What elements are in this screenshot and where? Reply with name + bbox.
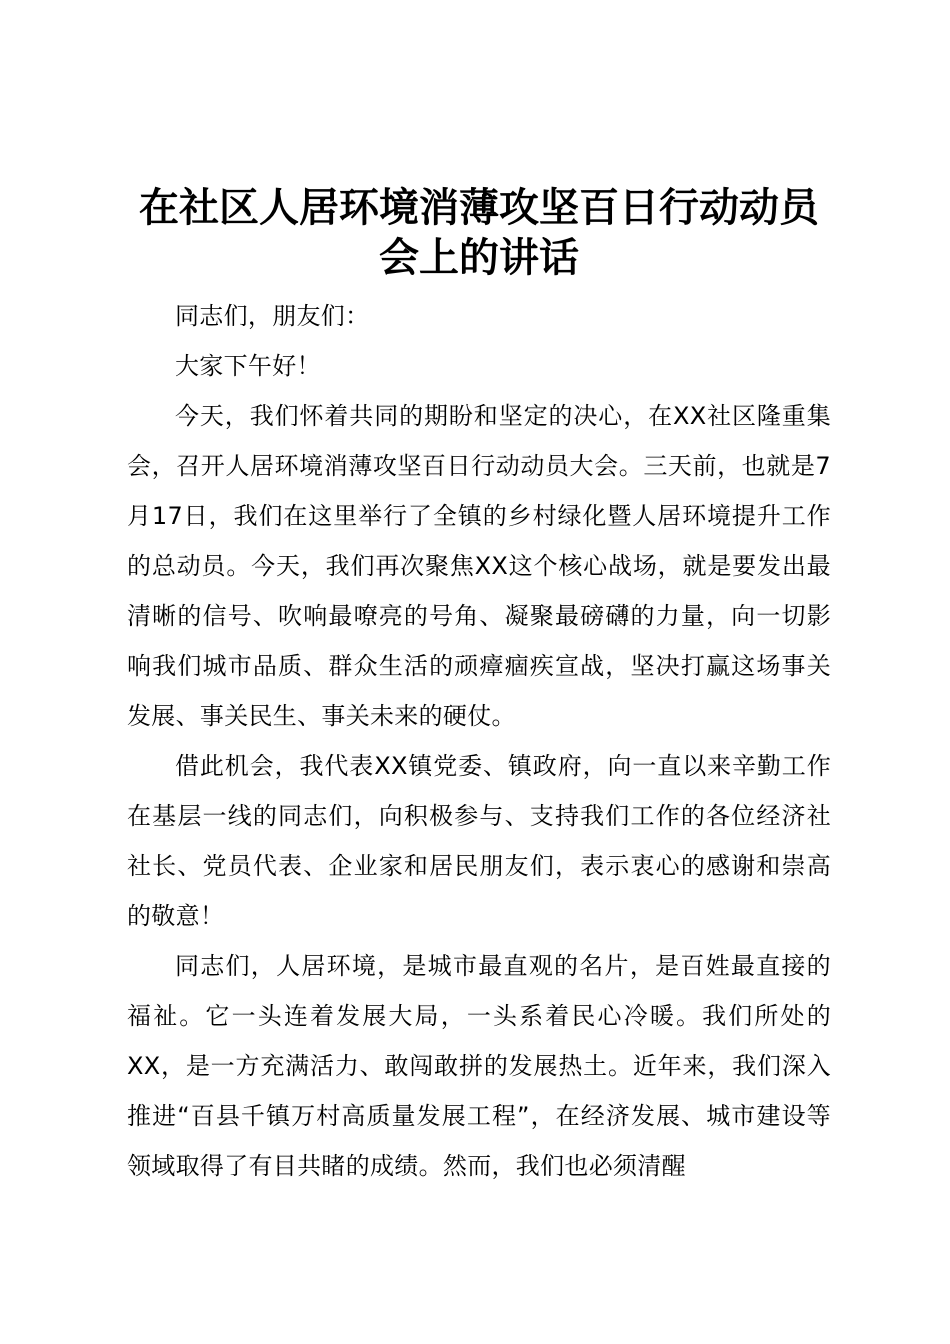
paragraph: 借此机会，我代表XX镇党委、镇政府，向一直以来辛勤工作在基层一线的同志们，向积极参与、支持我们工作的各位经济社社长、党员代表、企业家和居民朋友们，表示衷心的感谢和崇高的敬意！ <box>127 752 831 930</box>
paragraph-salutation: 同志们，朋友们： <box>175 302 370 330</box>
document-page <box>127 183 831 1191</box>
paragraph: 今天，我们怀着共同的期盼和坚定的决心，在XX社区隆重集会，召开人居环境消薄攻坚百日行动动员大会。三天前，也就是7月17日，我们在这里举行了全镇的乡村绿化暨人居环境提升工作的总动员。今天，我们再次聚焦XX这个核心战场，就是要发出最清晰的信号、吹响最嘹亮的号角、凝聚最磅礴的力量，向一切影响我们城市品质、群众生活的顽瘴痼疾宣战，坚决打赢这场事关发展、事关民生、事关未来的硬仗。 <box>127 402 831 730</box>
title-line-2: 会上的讲话 <box>379 235 579 281</box>
title-line-1: 在社区人居环境消薄攻坚百日行动动员 <box>139 185 819 231</box>
paragraph-greeting: 大家下午好！ <box>175 352 321 380</box>
document-title <box>127 183 831 283</box>
document-body <box>127 291 831 1191</box>
paragraph: 同志们，人居环境，是城市最直观的名片，是百姓最直接的福祉。它一头连着发展大局，一头系着民心冷暖。我们所处的XX，是一方充满活力、敢闯敢拼的发展热土。近年来，我们深入推进“百县千镇万村高质量发展工程”，在经济发展、城市建设等领域取得了有目共睹的成绩。然而，我们也必须清醒 <box>127 952 831 1180</box>
